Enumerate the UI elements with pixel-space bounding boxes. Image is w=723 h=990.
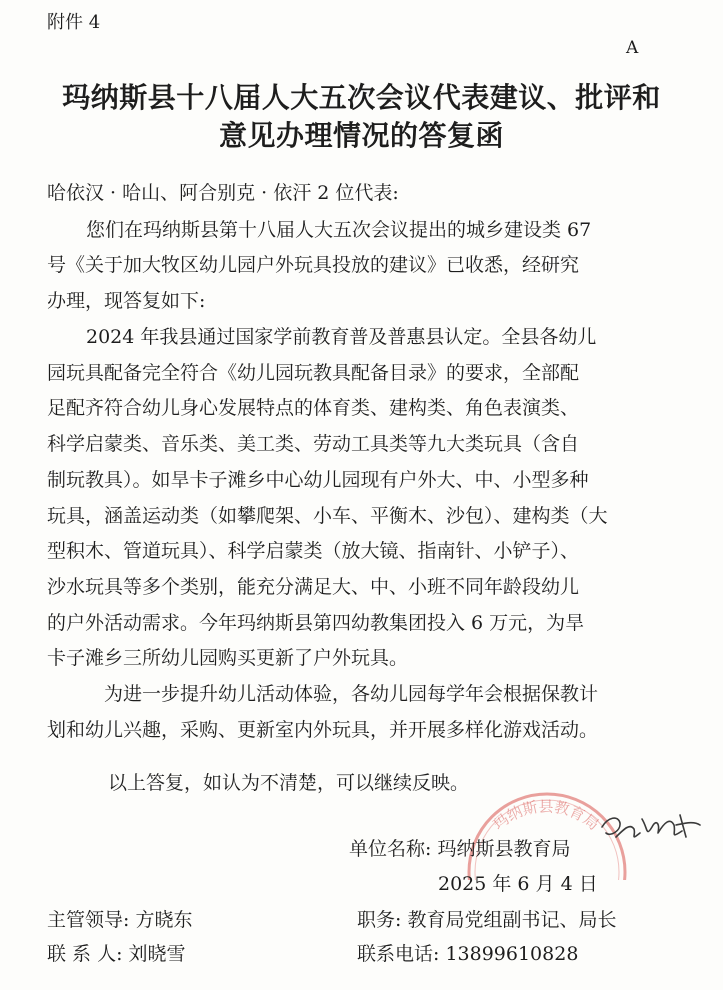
p2-line-8: 沙水玩具等多个类别，能充分满足大、中、小班不同年龄段幼儿 bbox=[47, 576, 580, 598]
leader-line: 主管领导: 方晓东 bbox=[47, 909, 193, 931]
p2-line-5: 制玩教具）。如旱卡子滩乡中心幼儿园现有户外大、中、小型多种 bbox=[47, 469, 589, 491]
closing-text: 以上答复，如认为不清楚，可以继续反映。 bbox=[108, 772, 470, 794]
p1-line-1: 您们在玛纳斯县第十八届人大五次会议提出的城乡建设类 67 bbox=[86, 219, 592, 241]
p2-line-4: 科学启蒙类、音乐类、美工类、劳动工具类等九大类玩具（含自 bbox=[47, 433, 580, 455]
seal-text: 玛纳斯县教育局 bbox=[489, 797, 603, 834]
p2-line-6: 玩具，涵盖运动类（如攀爬架、小车、平衡木、沙包）、建构类（大 bbox=[47, 505, 608, 527]
p3-line-1: 为进一步提升幼儿活动体验，各幼儿园每学年会根据保教计 bbox=[104, 683, 599, 705]
p2-line-3: 足配齐符合幼儿身心发展特点的体育类、建构类、角色表演类、 bbox=[47, 397, 580, 419]
p2-line-7: 型积木、管道玩具）、科学启蒙类（放大镜、指南针、小铲子）、 bbox=[47, 540, 580, 562]
p1-line-3: 办理，现答复如下: bbox=[47, 290, 206, 312]
position-line: 职务: 教育局党组副书记、局长 bbox=[357, 909, 617, 931]
p2-line-2: 园玩具配备完全符合《幼儿园玩教具配备目录》的要求，全部配 bbox=[47, 362, 580, 384]
reply-date: 2025 年 6 月 4 日 bbox=[438, 873, 598, 895]
contact-line: 联 系 人: 刘晓雪 bbox=[47, 943, 186, 965]
p2-line-10: 卡子滩乡三所幼儿园购买更新了户外玩具。 bbox=[47, 647, 409, 669]
unit-name: 单位名称: 玛纳斯县教育局 bbox=[349, 838, 571, 860]
p1-line-2: 号《关于加大牧区幼儿园户外玩具投放的建议》已收悉，经研究 bbox=[47, 254, 580, 276]
p2-line-9: 的户外活动需求。今年玛纳斯县第四幼教集团投入 6 万元，为旱 bbox=[47, 612, 585, 634]
attachment-label: 附件 4 bbox=[47, 12, 101, 33]
p3-line-2: 划和幼儿兴趣，采购、更新室内外玩具，并开展多样化游戏活动。 bbox=[47, 719, 599, 741]
grade-mark: A bbox=[626, 38, 639, 58]
title-line-2: 意见办理情况的答复函 bbox=[218, 119, 504, 152]
p2-line-1: 2024 年我县通过国家学前教育普及普惠县认定。全县各幼儿 bbox=[86, 326, 597, 348]
handwritten-signature-icon bbox=[596, 803, 706, 848]
salutation: 哈依汉 · 哈山、阿合别克 · 依汗 2 位代表: bbox=[47, 182, 399, 204]
title-line-1: 玛纳斯县十八届人大五次会议代表建议、批评和 bbox=[62, 81, 661, 114]
phone-line: 联系电话: 13899610828 bbox=[357, 943, 579, 965]
